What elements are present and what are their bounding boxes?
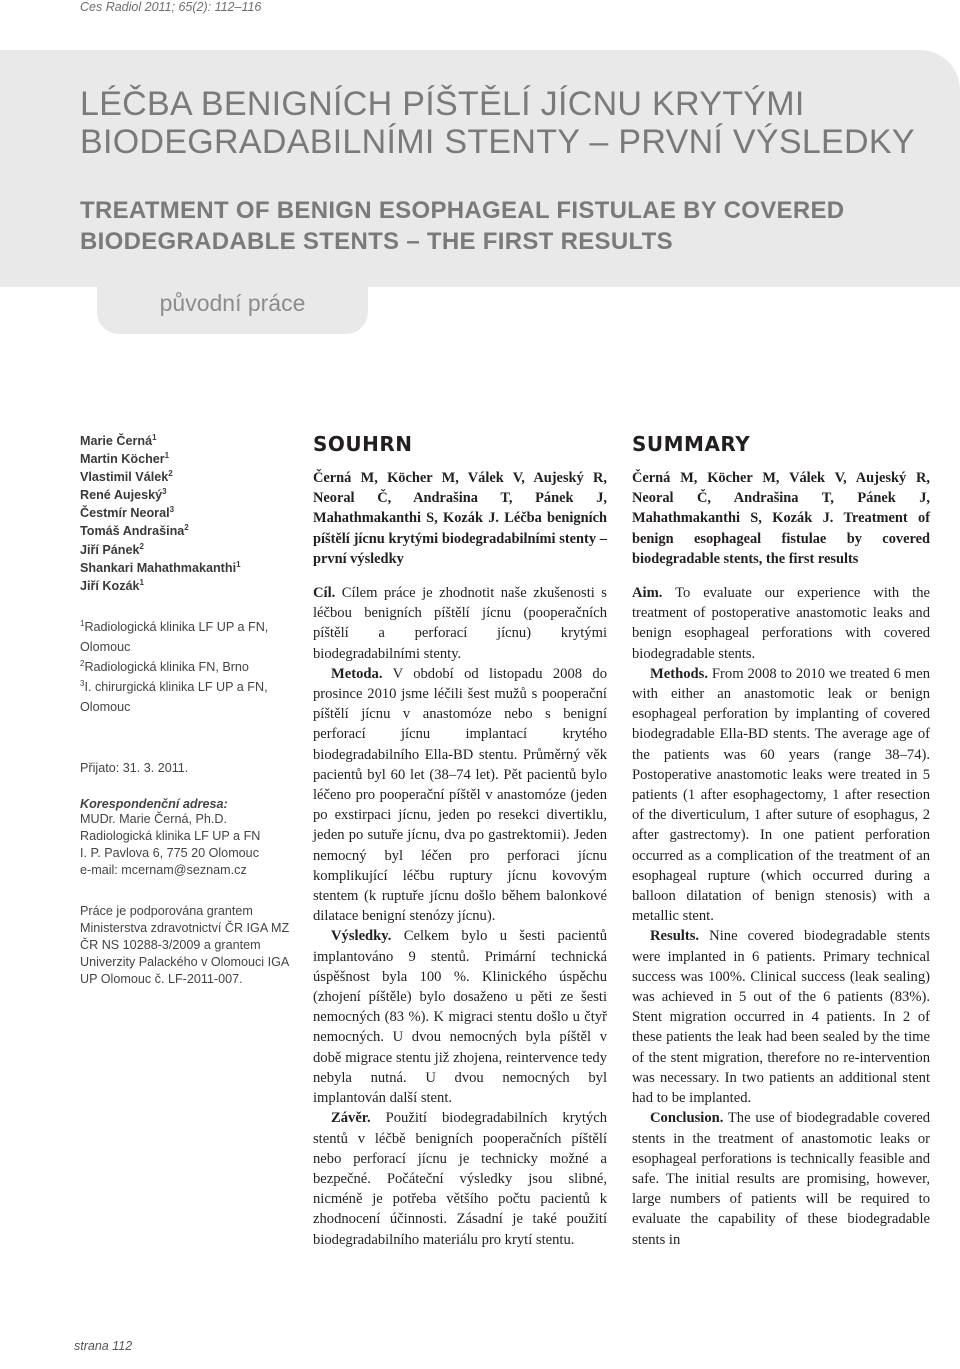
received-date: Přijato: 31. 3. 2011. (80, 760, 189, 775)
summary-heading: SUMMARY (632, 432, 751, 456)
author-item: Shankari Mahathmakanthi$^1$ (80, 559, 241, 575)
correspondence-heading: Korespondenční adresa: (80, 796, 228, 811)
souhrn-paragraph: Metoda. V období od listopadu 2008 do prosince 2010 jsme léčili šest mužů s pooperační píštělí jícnu v anastomóze nebo s benigní perforací jícnu implantací krytého biodegradabilního Ella-BD stentu. Průměrný věk pacientů byl 60 let (38–74 let). Pět pacientů bylo léčeno pro pooperační píštěl v anastomóze (jeden po exstirpaci jícnu, jeden po resekci divertiklu, jeden po sutuře jícnu, dva po gastrektomii). Jeden nemocný byl léčen pro perforaci jícnu komplikující léčbu ruptury jícnu kovovým stentem (k ruptuře jícnu došlo během balonkové dilatace benigní stenózy jícnu). (313, 665, 607, 925)
author-item: Jiří Pánek$^2$ (80, 541, 144, 557)
correspondence-email[interactable]: e-mail: mcernam@seznam.cz (80, 862, 247, 877)
summary-column (632, 432, 930, 1250)
author-item: Martin Köcher$^1$ (80, 450, 170, 467)
affiliation-item: $^1$Radiologická klinika LF UP a FN, Olomouc (80, 618, 269, 654)
souhrn-paragraph: Výsledky. Celkem bylo u šesti pacientů implantováno 9 stentů. Primární technická úspěšnost byla 100 %. Klinického úspěchu (zhojení píštěle) bylo dosaženo u pěti ze šesti nemocných (83 %). K migraci stentu došlo u čtyř nemocných. U dvou nemocných byla píštěl v době migrace stentu již zhojena, reintervence tedy nebyla nutná. U dvou nemocných byl implantován další stent. (313, 928, 607, 1107)
summary-citation: Černá M, Köcher M, Válek V, Aujeský R, Neoral Č, Andrašina T, Pánek J, Mahathmakanthi S, Kozák J. Treatment of benign esophageal fistulae by covered biodegradable stents, the first results (632, 470, 930, 567)
journal-reference: Ces Radiol 2011; 65(2): 112–116 (80, 0, 262, 14)
author-item: Vlastimil Válek$^2$ (80, 469, 173, 485)
correspondence-line: I. P. Pavlova 6, 775 20 Olomouc (80, 845, 259, 860)
correspondence-line: MUDr. Marie Černá, Ph.D. (80, 811, 227, 826)
title-english: TREATMENT OF BENIGN ESOPHAGEAL FISTULAE BY COVERED BIODEGRADABLE STENTS – THE FIRST RESULTS (80, 197, 845, 255)
author-item: René Aujeský$^3$ (80, 487, 167, 503)
title-czech: LÉČBA BENIGNÍCH PÍŠTĚLÍ JÍCNU KRYTÝMI BIODEGRADABILNÍMI STENTY – PRVNÍ VÝSLEDKY (80, 85, 915, 161)
correspondence-line: Radiologická klinika LF UP a FN (80, 828, 261, 843)
souhrn-body (313, 583, 607, 1250)
souhrn-column (313, 432, 607, 1250)
souhrn-citation: Černá M, Köcher M, Válek V, Aujeský R, Neoral Č, Andrašina T, Pánek J, Mahathmakanthi S, Kozák J. Léčba benigních píštělí jícnu krytými biodegradabilními stenty – první výsledky (313, 470, 607, 567)
summary-paragraph: Results. Nine covered biodegradable stents were implanted in 6 patients. Primary technical success was 100%. Clinical success (leak sealing) was achieved in 5 out of the 6 patients (83%). Stent migration occurred in 4 patients. In 2 of these patients the leak had been sealed by the time of the stent migration, therefore no re-intervention was necessary. In two patients an additional stent had to be implanted. (632, 928, 930, 1107)
correspondence-address (80, 811, 295, 879)
author-list (80, 432, 295, 595)
summary-body (632, 583, 930, 1250)
author-item: Tomáš Andrašina$^2$ (80, 523, 189, 539)
souhrn-paragraph: Cíl. Cílem práce je zhodnotit naše zkušenosti s léčbou benigních píštělí jícnu (pooperačních píštělí a perforací jícnu) krytými biodegradabilními stenty. (313, 585, 607, 662)
summary-paragraph: Conclusion. The use of biodegradable covered stents in the treatment of anastomotic leaks or esophageal perforations is technically feasible and safe. The initial results are promising, however, large numbers of patients will be required to evaluate the capability of these biodegradable stents in (632, 1110, 930, 1248)
grant-note: Práce je podporována grantem Ministerstva zdravotnictví ČR IGA MZ ČR NS 10288-3/2009 a grantem Univerzity Palackého v Olomouci IGA UP Olomouc č. LF-2011-007. (80, 903, 290, 986)
souhrn-paragraph: Závěr. Použití biodegradabilních krytých stentů v léčbě benigních pooperačních píštělí nebo perforací jícnu je technicky možné a bezpečné. Počáteční výsledky jsou slibné, nicméně je potřeba většího počtu pacientů k zhodnocení účinnosti. Zásadní je také použití biodegradabilního materiálu pro krytí stentu. (313, 1110, 607, 1248)
author-item: Jiří Kozák$^1$ (80, 577, 144, 593)
summary-paragraph: Methods. From 2008 to 2010 we treated 6 men with either an anastomotic leak or benign esophageal perforation by implanting of covered biodegradable Ella-BD stents. The average age of the patients was 60 years (range 38–74). Postoperative anastomotic leaks were treated in 5 patients (1 after esophagectomy, 1 after resection of the diverticulum, 1 after suture of esophagus, 2 after gastrectomy). In one patient perforation occurred as a complication of the treatment of an esophageal rupture (which occurred during a balloon dilatation of benign stenosis) with a metallic stent. (632, 665, 930, 925)
souhrn-heading: SOUHRN (313, 432, 413, 456)
left-sidebar (80, 432, 295, 988)
author-item: Čestmír Neoral$^3$ (80, 505, 175, 521)
page-number: strana 112 (74, 1339, 133, 1353)
article-type-label: původní práce (159, 290, 306, 316)
affiliation-list (80, 617, 295, 717)
summary-paragraph: Aim. To evaluate our experience with the treatment of postoperative anastomotic leaks and benign esophageal perforations with covered biodegradable stents. (632, 585, 930, 662)
affiliation-item: $^3$I. chirurgická klinika LF UP a FN, Olomouc (80, 678, 268, 714)
affiliation-item: $^2$Radiologická klinika FN, Brno (80, 658, 249, 674)
author-item: Marie Černá$^1$ (80, 432, 157, 448)
